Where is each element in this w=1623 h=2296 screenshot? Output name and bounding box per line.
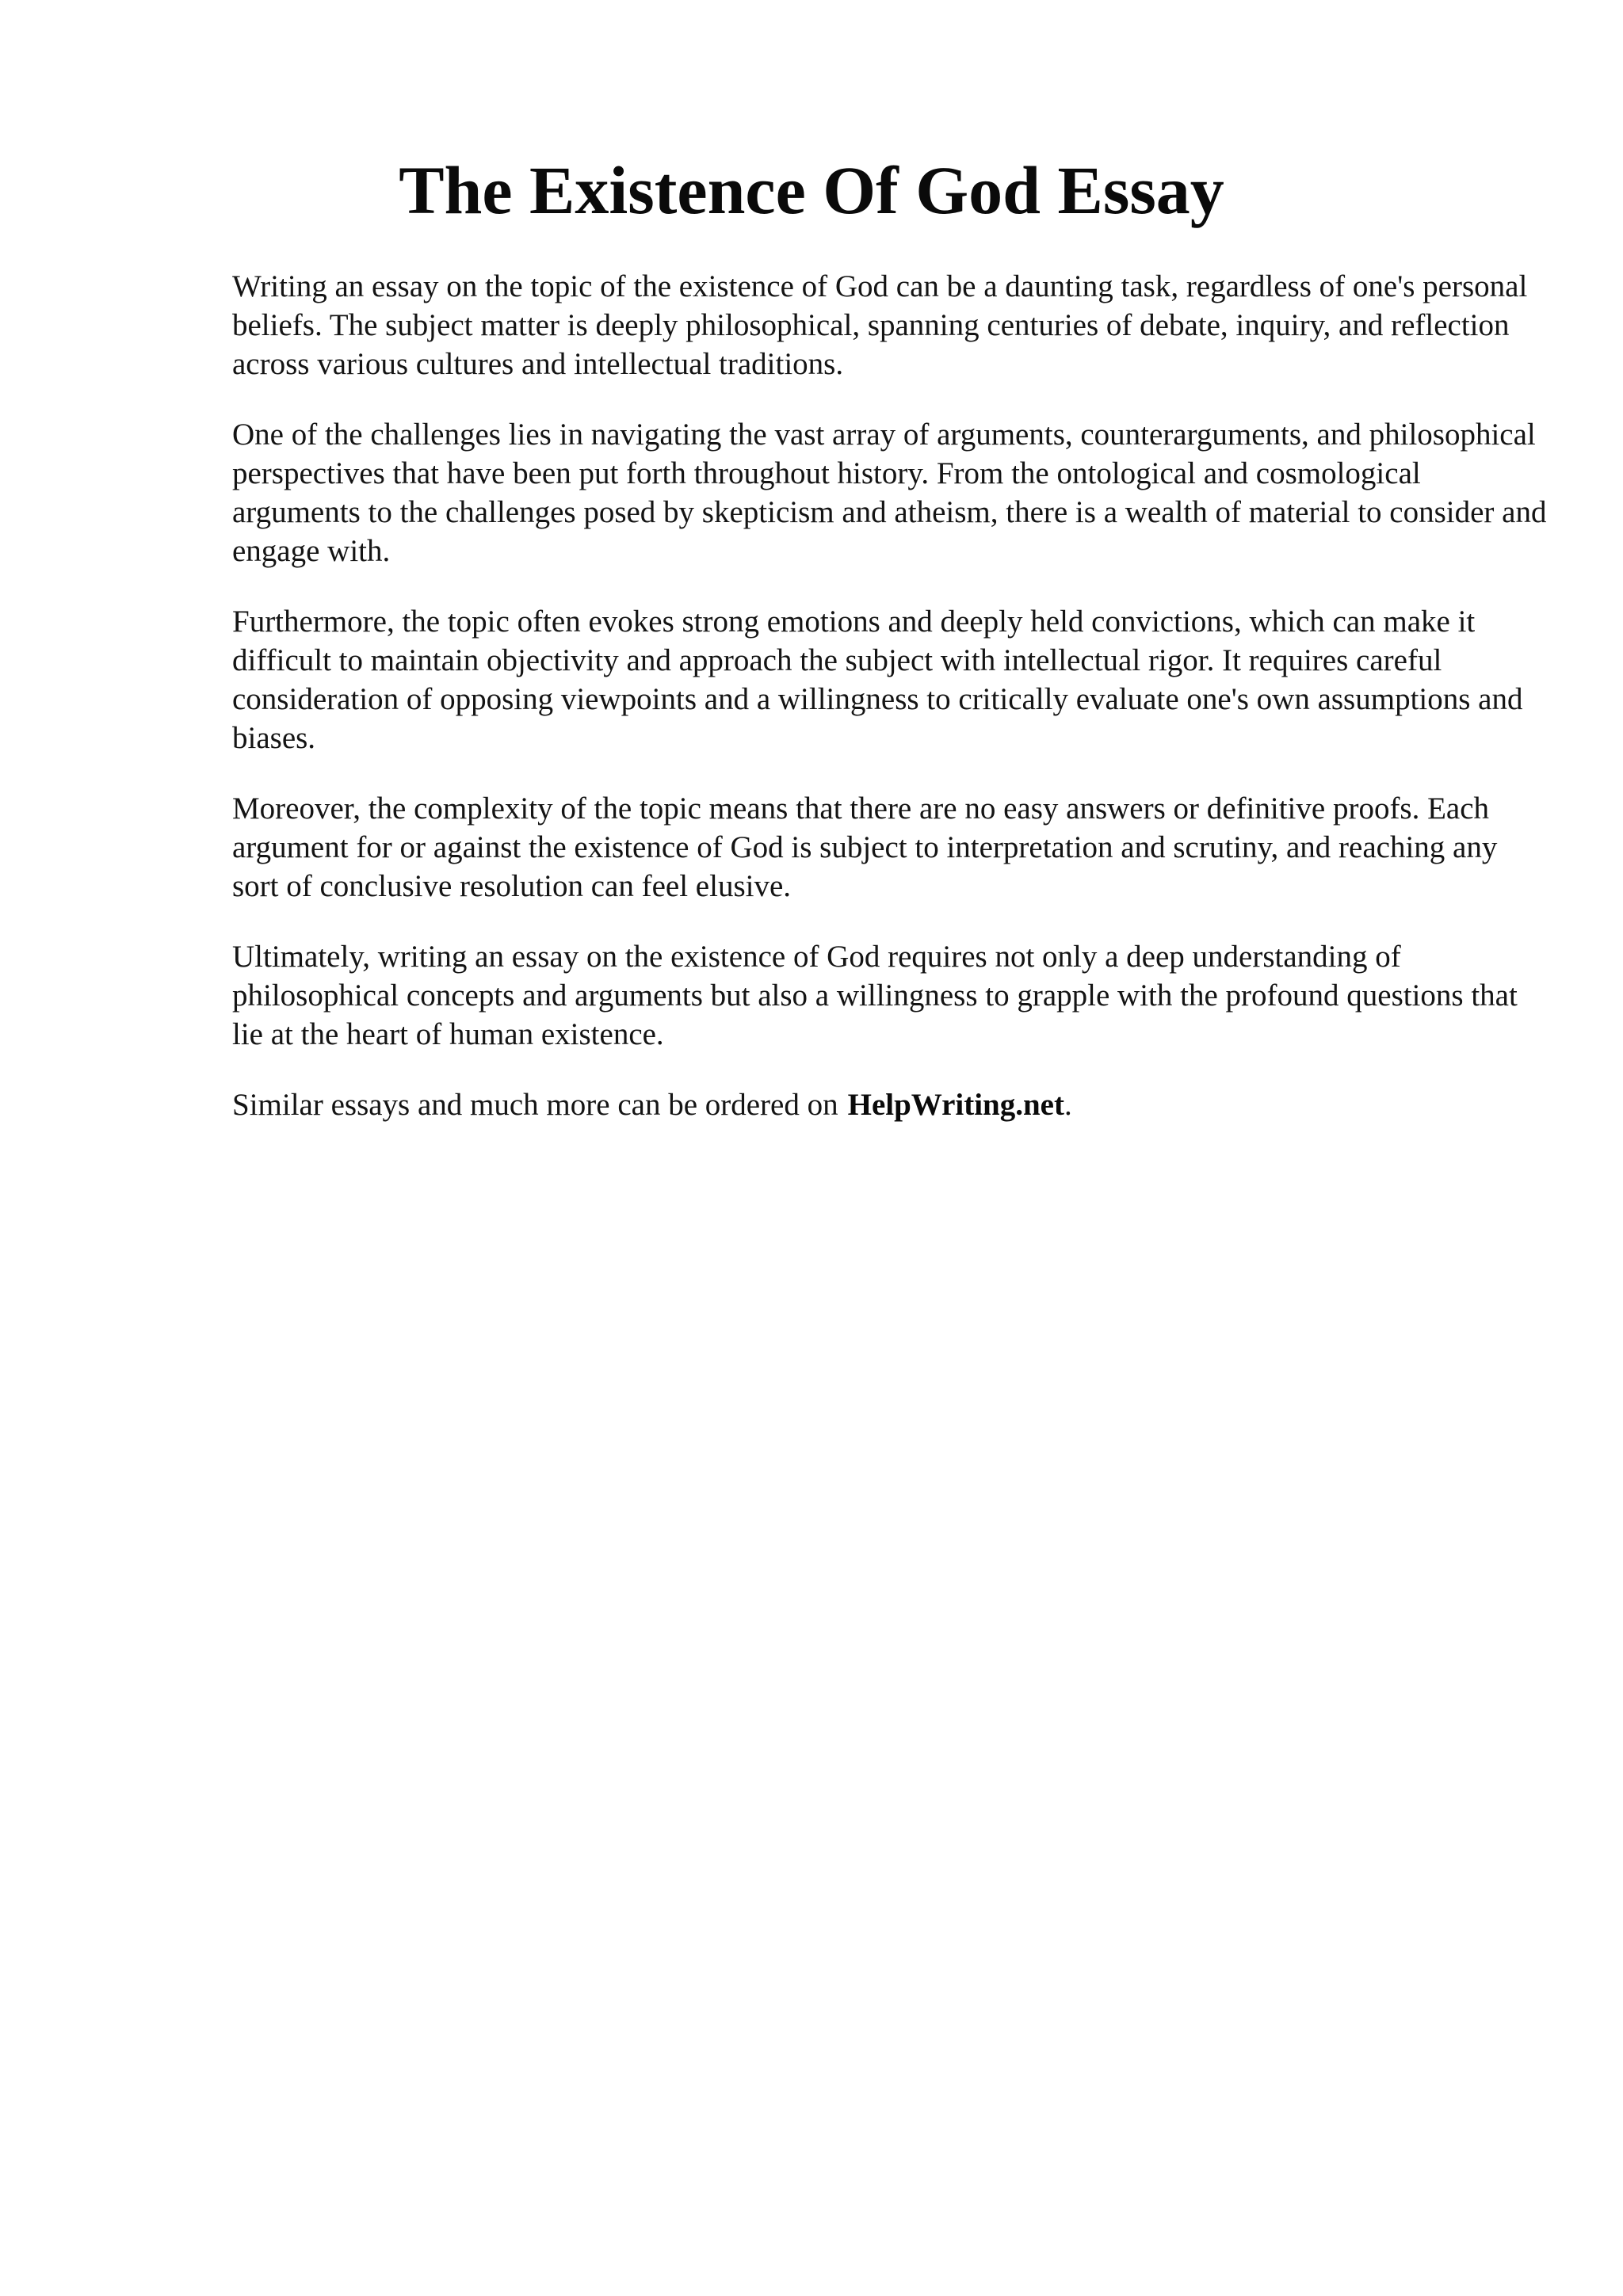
helpwriting-link[interactable]: HelpWriting.net <box>847 1088 1064 1122</box>
paragraph-4: Moreover, the complexity of the topic means that there are no easy answers or definitive proofs. Each argument for or against the existence of God is subject to interpretation and scrutiny, and reaching any sort of conclusive resolution can feel elusive. <box>232 791 1498 903</box>
essay-body <box>232 267 1548 1124</box>
closing-text: Similar essays and much more can be ordered on <box>232 1088 838 1122</box>
page-title: The Existence Of God Essay <box>399 152 1224 228</box>
paragraph-2: One of the challenges lies in navigating the vast array of arguments, counterarguments, and philosophical perspectives that have been put forth throughout history. From the ontological and cosmological arguments to the challenges posed by skepticism and atheism, there is a wealth of material to consider and engage with. <box>232 418 1547 568</box>
paragraph-1: Writing an essay on the topic of the existence of God can be a daunting task, regardless of one's personal beliefs. The subject matter is deeply philosophical, spanning centuries of debate, inquiry, and reflection across various cultures and intellectual traditions. <box>232 269 1528 381</box>
paragraph-5: Ultimately, writing an essay on the existence of God requires not only a deep understanding of philosophical concepts and arguments but also a willingness to grapple with the profound questions that lie at the heart of human existence. <box>232 940 1518 1051</box>
paragraph-3: Furthermore, the topic often evokes strong emotions and deeply held convictions, which can make it difficult to maintain objectivity and approach the subject with intellectual rigor. It requires careful consideration of opposing viewpoints and a willingness to critically evaluate one's own assumptions and biases. <box>232 605 1523 755</box>
closing-note <box>232 1085 1548 1124</box>
closing-suffix: . <box>1064 1088 1072 1122</box>
